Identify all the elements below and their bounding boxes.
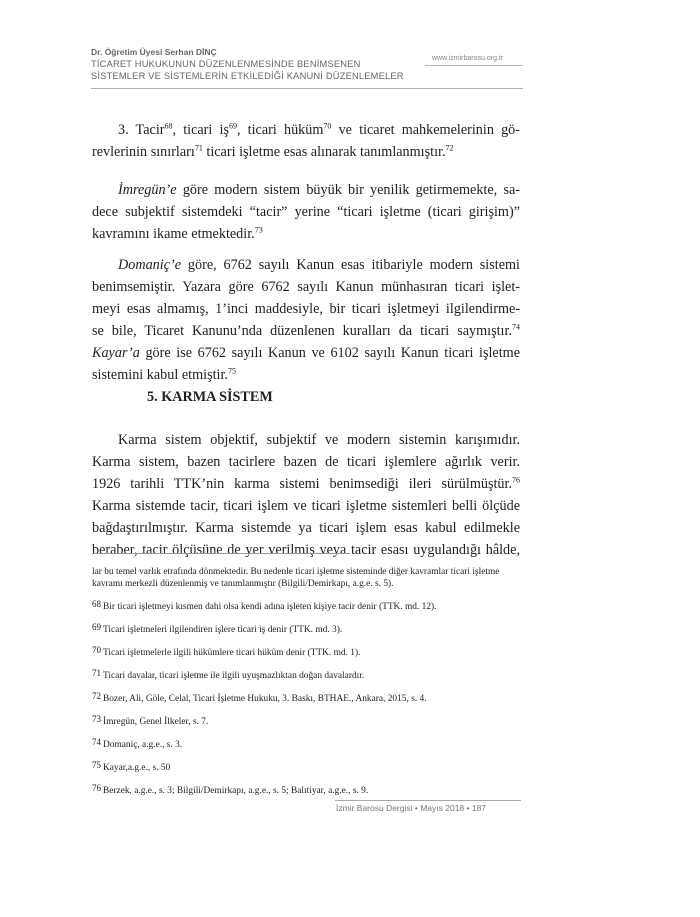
text-line: Karma sistem, bazen tacirlere bazen de ticari işlemlere ağırlık verir.	[92, 454, 520, 470]
footnote-71	[92, 670, 502, 682]
header-title	[91, 58, 404, 82]
footnote-number: 70	[92, 645, 101, 655]
page-footer: İzmir Barosu Dergisi • Mayıs 2018 • 187	[336, 803, 487, 813]
text-line: benimsemiştir. Yazara göre 6762 sayılı Kanun münhasıran ticari işlet-	[92, 279, 520, 295]
footnote-text: Ticari işletmeleri ilgilendiren işlere ticari iş denir (TTK. md. 3).	[103, 625, 343, 635]
footnote-number: 75	[92, 760, 101, 770]
header-title-line: TİCARET HUKUKUNUN DÜZENLENMESİNDE BENİMSENEN	[91, 59, 361, 69]
header-url: www.izmirbarosu.org.tr	[432, 55, 504, 62]
paragraph-2	[92, 179, 520, 245]
footnote-text: Kayar,a.g.e., s. 50	[103, 763, 171, 773]
text-line: bağdaştırılmıştır. Karma sistemde ya ticari işlem esas kabul edilmekle	[92, 520, 520, 536]
footnote-text: Bir ticari işletmeyi kısmen dahi olsa kendi adına işleten kişiye tacir denir (TTK. md. 12).	[103, 602, 437, 612]
paragraph-1	[92, 119, 520, 163]
paragraph-4	[92, 429, 520, 561]
footnote-continuation	[92, 566, 502, 590]
footnote-separator	[92, 553, 350, 554]
text-line: Karma sistemde tacir, ticari işlem ve ticari işletme sistemleri belli ölçüde	[92, 498, 520, 514]
footnote-text: Bozer, Ali, Göle, Celal, Ticari İşletme Hukuku, 3. Baskı, BTHAE., Ankara, 2015, s. 4.	[103, 694, 427, 704]
text-line: 1926 tarihli TTK’nin karma sistemi benimsediği ileri sürülmüştür.$^{76}$	[92, 475, 520, 492]
footnote-74	[92, 739, 502, 751]
footnote-text: Ticari davalar, ticari işletme ile ilgili uyuşmazlıktan doğan davalardır.	[103, 671, 365, 681]
footnote-number: 74	[92, 737, 101, 747]
section-heading: 5. KARMA SİSTEM	[147, 389, 273, 405]
text-line: revlerinin sınırları$^{71}$ ticari işletme esas alınarak tanımlanmıştır.$^{72}$	[92, 143, 454, 160]
footnote-number: 71	[92, 668, 101, 678]
footnote-text: Berzek, a.g.e., s. 3; Bilgili/Demirkapı, a.g.e., s. 5; Balıtiyar, a.g.e., s. 9.	[103, 786, 369, 796]
text-line: kavramını ikame etmektedir.$^{73}$	[92, 225, 263, 242]
text-line: se bile, Ticaret Kanunu’nda düzenlenen kuralları da ticari saymıştır.$^{74}$	[92, 322, 520, 339]
text-line: sistemini kabul etmiştir.$^{75}$	[92, 366, 236, 383]
header-url-rule	[425, 65, 523, 66]
footnote-text: İmregün, Genel İlkeler, s. 7.	[103, 717, 209, 727]
text-line: 3. Tacir$^{68}$, ticari $iş^{69}$, ticari hüküm$^{70}$ ve ticaret mahkemelerinin gö-	[118, 121, 520, 138]
paragraph-3	[92, 254, 520, 386]
footnote-number: 72	[92, 691, 101, 701]
footer-rule	[335, 800, 521, 801]
footnote-number: 69	[92, 622, 101, 632]
footnote-75	[92, 762, 502, 774]
footnote-number: 68	[92, 599, 101, 609]
text-line: İmregün’e göre modern sistem büyük bir yenilik getirmemekte, sa-	[118, 182, 520, 198]
text-line: Kayar’a göre ise 6762 sayılı Kanun ve 6102 sayılı Kanun ticari işletme	[92, 345, 520, 361]
footnote-73	[92, 716, 502, 728]
text-line: beraber, tacir ölçüsüne de yer verilmiş veya tacir esası uygulandığı hâlde,	[92, 542, 520, 558]
header-title-line: SİSTEMLER VE SİSTEMLERİN ETKİLEDİĞİ KANUNİ DÜZENLEMELER	[91, 71, 404, 81]
footnote-70	[92, 647, 502, 659]
footnote-text-line: lar bu temel varlık etrafında dönmektedir. Bu nedenle ticari işletme sisteminde diğer kavramlar ticari işletme	[92, 567, 500, 577]
footnote-72	[92, 693, 502, 705]
footnote-69	[92, 624, 502, 636]
footnote-68	[92, 601, 502, 613]
footnote-text: Ticari işletmelerle ilgili hükümlere ticari hüküm denir (TTK. md. 1).	[103, 648, 361, 658]
footnote-number: 73	[92, 714, 101, 724]
text-line: Domaniç’e göre, 6762 sayılı Kanun esas itibariyle modern sistemi	[118, 257, 520, 273]
footnote-text-line: kavramı merkezli düzenlenmiş ve tanımlanmıştır (Bilgili/Demirkapı, a.g.e. s. 5).	[92, 579, 394, 589]
text-line: Karma sistem objektif, subjektif ve modern sistemin karışımıdır.	[118, 432, 520, 448]
footnote-number: 76	[92, 783, 101, 793]
text-line: dece subjektif sistemdeki “tacir” yerine “ticari işletme (ticari girişim)”	[92, 204, 520, 220]
header-rule	[91, 88, 523, 89]
header-author: Dr. Öğretim Üyesi Serhan DİNÇ	[91, 47, 217, 57]
footnote-76	[92, 785, 502, 797]
footnote-text: Domaniç, a.g.e., s. 3.	[103, 740, 183, 750]
text-line: meyi esas almamış, 1’inci maddesiyle, bir ticari işletmeyi ilgilendirme-	[92, 301, 520, 317]
